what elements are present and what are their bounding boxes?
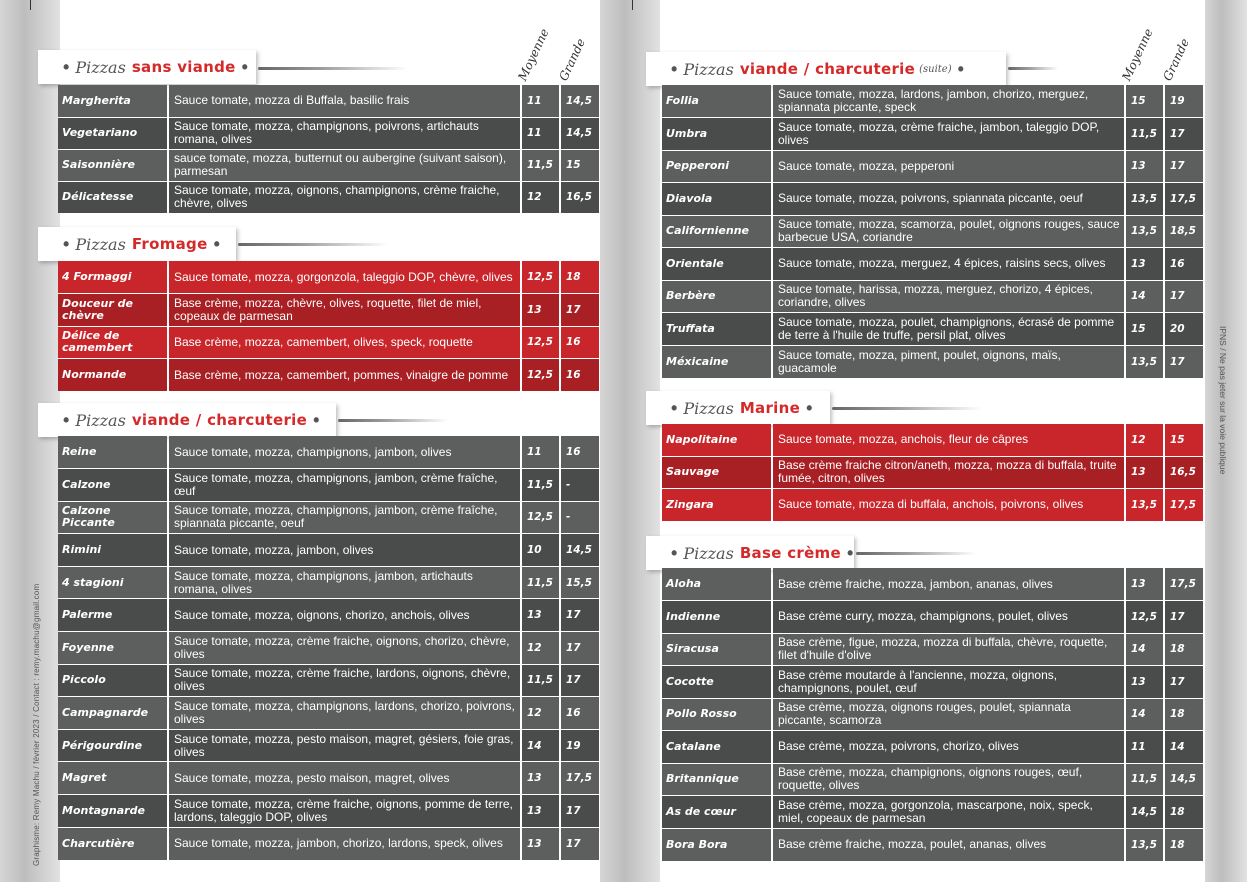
pizza-ingredients: Sauce tomate, mozza, crème fraiche, jambon, taleggio DOP, olives: [772, 118, 1125, 151]
table-viande: [58, 436, 599, 860]
pizza-name: As de cœur: [662, 796, 772, 829]
price-large: 17,5: [1164, 568, 1203, 601]
price-large: 18,5: [1164, 215, 1203, 248]
price-medium: 12,5: [521, 261, 560, 294]
bullet-icon: •: [806, 397, 813, 418]
large-label: Grande: [1160, 36, 1193, 83]
table-fromage: [58, 261, 599, 391]
pizza-name: Délice de camembert: [58, 326, 168, 359]
pizza-name: Siracusa: [662, 633, 772, 666]
menu-row: [58, 827, 599, 860]
price-medium: 11: [521, 85, 560, 117]
decorative-swoosh: [338, 419, 448, 422]
pizza-name: Sauvage: [662, 456, 772, 488]
price-medium: 13: [521, 827, 560, 860]
menu-row: [58, 436, 599, 469]
menu-row: [58, 599, 599, 632]
menu-row: [662, 763, 1203, 796]
pizza-ingredients: Base crème fraiche, mozza, poulet, ananas, olives: [772, 828, 1125, 861]
crop-mark: [632, 0, 633, 10]
table-base-creme: [662, 568, 1203, 861]
pizza-name: Rimini: [58, 534, 168, 567]
medium-label: Moyenne: [1119, 26, 1156, 84]
price-medium: 14: [1125, 633, 1164, 666]
price-medium: 13,5: [1125, 345, 1164, 378]
price-large: 17: [560, 664, 599, 697]
pizza-name: Bora Bora: [662, 828, 772, 861]
pizza-name: Margherita: [58, 85, 168, 117]
pizza-name: 4 Formaggi: [58, 261, 168, 294]
pizza-name: Campagnarde: [58, 697, 168, 730]
pizzas-label: Pizzas: [683, 398, 734, 418]
pizzas-label: Pizzas: [75, 57, 126, 77]
price-large: 17: [560, 795, 599, 828]
pizza-ingredients: Base crème fraiche citron/aneth, mozza, mozza di buffala, truite fumée, citron, olives: [772, 456, 1125, 488]
decorative-swoosh: [1008, 67, 1058, 70]
price-medium: 11,5: [521, 566, 560, 599]
price-large: 17: [1164, 118, 1203, 151]
pizza-ingredients: Base crème, mozza, camembert, olives, speck, roquette: [168, 326, 521, 359]
pizza-ingredients: Sauce tomate, mozza, crème fraiche, oignons, pomme de terre, lardons, taleggio DOP, olives: [168, 795, 521, 828]
pizza-ingredients: Base crème, mozza, gorgonzola, mascarpone, noix, speck, miel, copeaux de parmesan: [772, 796, 1125, 829]
menu-row: [662, 248, 1203, 281]
menu-row: [58, 632, 599, 665]
price-medium: 13: [521, 294, 560, 327]
pizza-name: Douceur de chèvre: [58, 294, 168, 327]
pizza-ingredients: Sauce tomate, mozza, piment, poulet, oignons, maïs, guacamole: [772, 345, 1125, 378]
price-large: 15: [560, 149, 599, 181]
pizza-name: Aloha: [662, 568, 772, 601]
price-large: 14,5: [560, 85, 599, 117]
pizza-name: Charcutière: [58, 827, 168, 860]
decorative-swoosh: [832, 407, 982, 410]
crop-mark: [30, 0, 31, 10]
section-header-viande: [38, 403, 336, 437]
price-large: 15,5: [560, 566, 599, 599]
pizza-name: Magret: [58, 762, 168, 795]
pizza-ingredients: Sauce tomate, mozza, lardons, jambon, chorizo, merguez, spiannata piccante, speck: [772, 85, 1125, 118]
pizza-ingredients: Sauce tomate, mozza, champignons, jambon, crème fraîche, spiannata piccante, oeuf: [168, 501, 521, 534]
menu-row: [662, 313, 1203, 346]
pizza-ingredients: Base crème, figue, mozza, mozza di buffala, chèvre, roquette, filet d'huile d'olive: [772, 633, 1125, 666]
price-medium: 14: [1125, 280, 1164, 313]
center-background: [600, 0, 660, 882]
pizza-ingredients: Base crème curry, mozza, champignons, poulet, olives: [772, 601, 1125, 634]
pizza-name: Palerme: [58, 599, 168, 632]
pizza-name: Cocotte: [662, 666, 772, 699]
price-medium: 12: [1125, 424, 1164, 456]
pizzas-label: Pizzas: [683, 543, 734, 563]
price-large: 16,5: [1164, 456, 1203, 488]
price-large: 18: [560, 261, 599, 294]
pizza-ingredients: sauce tomate, mozza, butternut ou aubergine (suivant saison), parmesan: [168, 149, 521, 181]
pizza-ingredients: Sauce tomate, mozza, poivrons, spiannata piccante, oeuf: [772, 183, 1125, 216]
pizza-ingredients: Sauce tomate, mozza, jambon, chorizo, lardons, speck, olives: [168, 827, 521, 860]
pizza-ingredients: Base crème, mozza, poivrons, chorizo, olives: [772, 731, 1125, 764]
menu-row: [662, 183, 1203, 216]
price-large: 17: [1164, 345, 1203, 378]
menu-row: [662, 280, 1203, 313]
left-page-background: [0, 0, 60, 882]
price-medium: 13,5: [1125, 828, 1164, 861]
price-large: 17: [560, 827, 599, 860]
price-large: 17: [1164, 601, 1203, 634]
menu-row: [58, 795, 599, 828]
pizza-name: Périgourdine: [58, 729, 168, 762]
menu-row: [662, 828, 1203, 861]
pizza-name: Truffata: [662, 313, 772, 346]
pizza-ingredients: Sauce tomate, mozza, poulet, champignons, écrasé de pomme de terre à l'huile de truffe, persil plat, olives: [772, 313, 1125, 346]
menu-row: [58, 294, 599, 327]
price-large: 17,5: [560, 762, 599, 795]
price-medium: 11: [1125, 731, 1164, 764]
price-large: 15: [1164, 424, 1203, 456]
price-medium: 13: [1125, 150, 1164, 183]
price-large: 16: [560, 326, 599, 359]
section-suffix: (suite): [919, 63, 952, 75]
price-medium: 13: [521, 795, 560, 828]
price-medium: 13: [521, 762, 560, 795]
price-medium: 11,5: [521, 149, 560, 181]
price-large: 17: [560, 294, 599, 327]
price-medium: 14,5: [1125, 796, 1164, 829]
price-medium: 13,5: [1125, 215, 1164, 248]
price-large: 19: [560, 729, 599, 762]
menu-row: [662, 601, 1203, 634]
price-large: 16: [1164, 248, 1203, 281]
bullet-icon: •: [671, 397, 678, 418]
pizza-name: Délicatesse: [58, 181, 168, 213]
price-medium: 13: [1125, 248, 1164, 281]
price-medium: 12: [521, 181, 560, 213]
pizza-name: Follia: [662, 85, 772, 118]
price-large: 17: [560, 599, 599, 632]
price-large: 18: [1164, 828, 1203, 861]
menu-row: [662, 118, 1203, 151]
pizza-name: Californienne: [662, 215, 772, 248]
pizza-ingredients: Sauce tomate, mozza, champignons, jambon, olives: [168, 436, 521, 469]
pizza-name: Montagnarde: [58, 795, 168, 828]
price-medium: 14: [521, 729, 560, 762]
pizza-name: Piccolo: [58, 664, 168, 697]
menu-row: [58, 149, 599, 181]
menu-row: [58, 117, 599, 149]
menu-row: [662, 568, 1203, 601]
menu-row: [58, 566, 599, 599]
menu-row: [662, 85, 1203, 118]
price-large: 14,5: [560, 534, 599, 567]
price-large: -: [560, 501, 599, 534]
pizza-name: Diavola: [662, 183, 772, 216]
section-header-sans-viande: [38, 50, 256, 84]
decorative-swoosh: [238, 243, 388, 246]
price-medium: 11: [521, 117, 560, 149]
section-title: Fromage: [131, 235, 208, 253]
pizza-name: Pepperoni: [662, 150, 772, 183]
price-large: 17,5: [1164, 183, 1203, 216]
column-header-large-left: [556, 30, 603, 85]
price-large: 20: [1164, 313, 1203, 346]
pizza-name: Berbère: [662, 280, 772, 313]
price-large: -: [560, 469, 599, 502]
designer-credit: Graphisme: Remy Machu / février 2023 / Contact : remy.machu@gmail.com: [32, 583, 41, 866]
price-medium: 12,5: [521, 501, 560, 534]
pizza-name: Britannique: [662, 763, 772, 796]
price-large: 18: [1164, 796, 1203, 829]
menu-row: [662, 633, 1203, 666]
pizza-ingredients: Sauce tomate, mozza di Buffala, basilic frais: [168, 85, 521, 117]
price-medium: 11,5: [521, 469, 560, 502]
section-header-marine: [646, 391, 830, 425]
price-medium: 11,5: [521, 664, 560, 697]
price-large: 17: [1164, 666, 1203, 699]
bullet-icon: •: [63, 56, 70, 77]
price-medium: 10: [521, 534, 560, 567]
pizza-name: Foyenne: [58, 632, 168, 665]
bullet-icon: •: [671, 542, 678, 563]
pizza-name: Napolitaine: [662, 424, 772, 456]
pizza-ingredients: Sauce tomate, mozza, pesto maison, magret, olives: [168, 762, 521, 795]
menu-row: [58, 501, 599, 534]
pizza-name: Reine: [58, 436, 168, 469]
pizza-name: Pollo Rosso: [662, 698, 772, 731]
menu-row: [662, 796, 1203, 829]
pizza-ingredients: Sauce tomate, mozza di buffala, anchois, poivrons, olives: [772, 489, 1125, 521]
medium-label: Moyenne: [515, 26, 552, 84]
price-large: 16: [560, 359, 599, 392]
price-medium: 12,5: [521, 326, 560, 359]
pizza-ingredients: Sauce tomate, mozza, crème fraiche, lardons, oignons, chèvre, olives: [168, 664, 521, 697]
price-medium: 13,5: [1125, 489, 1164, 521]
pizza-ingredients: Sauce tomate, mozza, scamorza, poulet, oignons rouges, sauce barbecue USA, coriandre: [772, 215, 1125, 248]
large-label: Grande: [556, 36, 589, 83]
bullet-icon: •: [63, 409, 70, 430]
pizza-name: Saisonnière: [58, 149, 168, 181]
section-title: Marine: [739, 399, 801, 417]
price-medium: 14: [1125, 698, 1164, 731]
pizza-ingredients: Base crème, mozza, champignons, oignons rouges, œuf, roquette, olives: [772, 763, 1125, 796]
pizza-ingredients: Base crème, mozza, chèvre, olives, roquette, filet de miel, copeaux de parmesan: [168, 294, 521, 327]
price-large: 17: [1164, 280, 1203, 313]
price-medium: 13,5: [1125, 183, 1164, 216]
pizza-ingredients: Sauce tomate, mozza, gorgonzola, taleggio DOP, chèvre, olives: [168, 261, 521, 294]
price-medium: 12,5: [521, 359, 560, 392]
column-header-large-right: [1160, 30, 1207, 85]
section-title: Base crème: [739, 544, 841, 562]
menu-row: [58, 261, 599, 294]
menu-row: [58, 469, 599, 502]
price-large: 16: [560, 436, 599, 469]
pizzas-label: Pizzas: [75, 234, 126, 254]
menu-row: [58, 181, 599, 213]
pizza-ingredients: Sauce tomate, mozza, champignons, jambon, artichauts romana, olives: [168, 566, 521, 599]
price-medium: 11,5: [1125, 763, 1164, 796]
section-header-viande-suite: [646, 52, 1006, 86]
pizza-name: Méxicaine: [662, 345, 772, 378]
table-viande-suite: [662, 85, 1203, 378]
menu-row: [58, 762, 599, 795]
pizza-ingredients: Sauce tomate, mozza, champignons, lardons, chorizo, poivrons, olives: [168, 697, 521, 730]
pizza-name: Calzone Piccante: [58, 501, 168, 534]
pizza-name: Zingara: [662, 489, 772, 521]
section-header-base-creme: [646, 536, 854, 570]
price-medium: 13: [1125, 456, 1164, 488]
pizza-ingredients: Sauce tomate, mozza, jambon, olives: [168, 534, 521, 567]
pizza-ingredients: Sauce tomate, mozza, pesto maison, magret, gésiers, foie gras, olives: [168, 729, 521, 762]
menu-row: [662, 215, 1203, 248]
pizza-ingredients: Sauce tomate, mozza, champignons, poivrons, artichauts romana, olives: [168, 117, 521, 149]
bullet-icon: •: [241, 56, 248, 77]
price-large: 14: [1164, 731, 1203, 764]
price-large: 14,5: [560, 117, 599, 149]
bullet-icon: •: [957, 58, 964, 79]
bullet-icon: •: [63, 233, 70, 254]
table-sans-viande: [58, 85, 599, 213]
pizza-ingredients: Base crème, mozza, oignons rouges, poulet, spiannata piccante, scamorza: [772, 698, 1125, 731]
price-medium: 13: [1125, 666, 1164, 699]
pizza-name: Normande: [58, 359, 168, 392]
price-large: 14,5: [1164, 763, 1203, 796]
pizza-ingredients: Base crème, mozza, camembert, pommes, vinaigre de pomme: [168, 359, 521, 392]
pizza-ingredients: Sauce tomate, mozza, merguez, 4 épices, raisins secs, olives: [772, 248, 1125, 281]
menu-row: [58, 534, 599, 567]
bullet-icon: •: [671, 58, 678, 79]
pizza-ingredients: Sauce tomate, mozza, pepperoni: [772, 150, 1125, 183]
price-medium: 15: [1125, 85, 1164, 118]
section-title: viande / charcuterie: [131, 411, 308, 429]
menu-row: [58, 697, 599, 730]
menu-row: [662, 666, 1203, 699]
menu-row: [58, 326, 599, 359]
pizza-ingredients: Sauce tomate, mozza, anchois, fleur de câpres: [772, 424, 1125, 456]
menu-row: [662, 150, 1203, 183]
bullet-icon: •: [846, 542, 854, 563]
pizza-name: Orientale: [662, 248, 772, 281]
pizza-name: Indienne: [662, 601, 772, 634]
section-title: sans viande: [131, 58, 236, 76]
section-title: viande / charcuterie: [739, 60, 916, 78]
menu-row: [662, 456, 1203, 488]
price-large: 17,5: [1164, 489, 1203, 521]
price-medium: 11: [521, 436, 560, 469]
bullet-icon: •: [213, 233, 220, 254]
menu-row: [58, 85, 599, 117]
decorative-swoosh: [258, 67, 408, 70]
pizza-name: Umbra: [662, 118, 772, 151]
pizza-name: Vegetariano: [58, 117, 168, 149]
pizza-ingredients: Sauce tomate, mozza, crème fraiche, oignons, chorizo, chèvre, olives: [168, 632, 521, 665]
bullet-icon: •: [313, 409, 320, 430]
pizza-ingredients: Sauce tomate, harissa, mozza, merguez, chorizo, 4 épices, coriandre, olives: [772, 280, 1125, 313]
pizza-name: Calzone: [58, 469, 168, 502]
menu-row: [662, 489, 1203, 521]
pizza-ingredients: Sauce tomate, mozza, oignons, chorizo, anchois, olives: [168, 599, 521, 632]
pizza-ingredients: Base crème fraiche, mozza, jambon, ananas, olives: [772, 568, 1125, 601]
section-header-fromage: [38, 227, 236, 261]
menu-row: [58, 359, 599, 392]
price-large: 18: [1164, 698, 1203, 731]
menu-row: [662, 345, 1203, 378]
menu-row: [662, 424, 1203, 456]
menu-row: [58, 729, 599, 762]
pizza-name: Catalane: [662, 731, 772, 764]
decorative-swoosh: [856, 552, 976, 555]
price-medium: 13: [521, 599, 560, 632]
pizza-ingredients: Sauce tomate, mozza, champignons, jambon, crème fraîche, œuf: [168, 469, 521, 502]
price-large: 16,5: [560, 181, 599, 213]
price-medium: 12,5: [1125, 601, 1164, 634]
price-medium: 11,5: [1125, 118, 1164, 151]
price-medium: 12: [521, 697, 560, 730]
pizza-name: 4 stagioni: [58, 566, 168, 599]
price-large: 18: [1164, 633, 1203, 666]
pizza-ingredients: Base crème moutarde à l'ancienne, mozza, oignons, champignons, poulet, œuf: [772, 666, 1125, 699]
table-marine: [662, 424, 1203, 521]
price-large: 16: [560, 697, 599, 730]
pizza-ingredients: Sauce tomate, mozza, oignons, champignons, crème fraiche, chèvre, olives: [168, 181, 521, 213]
price-medium: 15: [1125, 313, 1164, 346]
disposal-notice: IPNS / Ne pas jeter sur la voie publique: [1218, 326, 1228, 475]
price-large: 19: [1164, 85, 1203, 118]
pizzas-label: Pizzas: [683, 59, 734, 79]
price-medium: 12: [521, 632, 560, 665]
pizzas-label: Pizzas: [75, 410, 126, 430]
menu-row: [58, 664, 599, 697]
price-medium: 13: [1125, 568, 1164, 601]
price-large: 17: [560, 632, 599, 665]
menu-row: [662, 698, 1203, 731]
price-large: 17: [1164, 150, 1203, 183]
menu-row: [662, 731, 1203, 764]
